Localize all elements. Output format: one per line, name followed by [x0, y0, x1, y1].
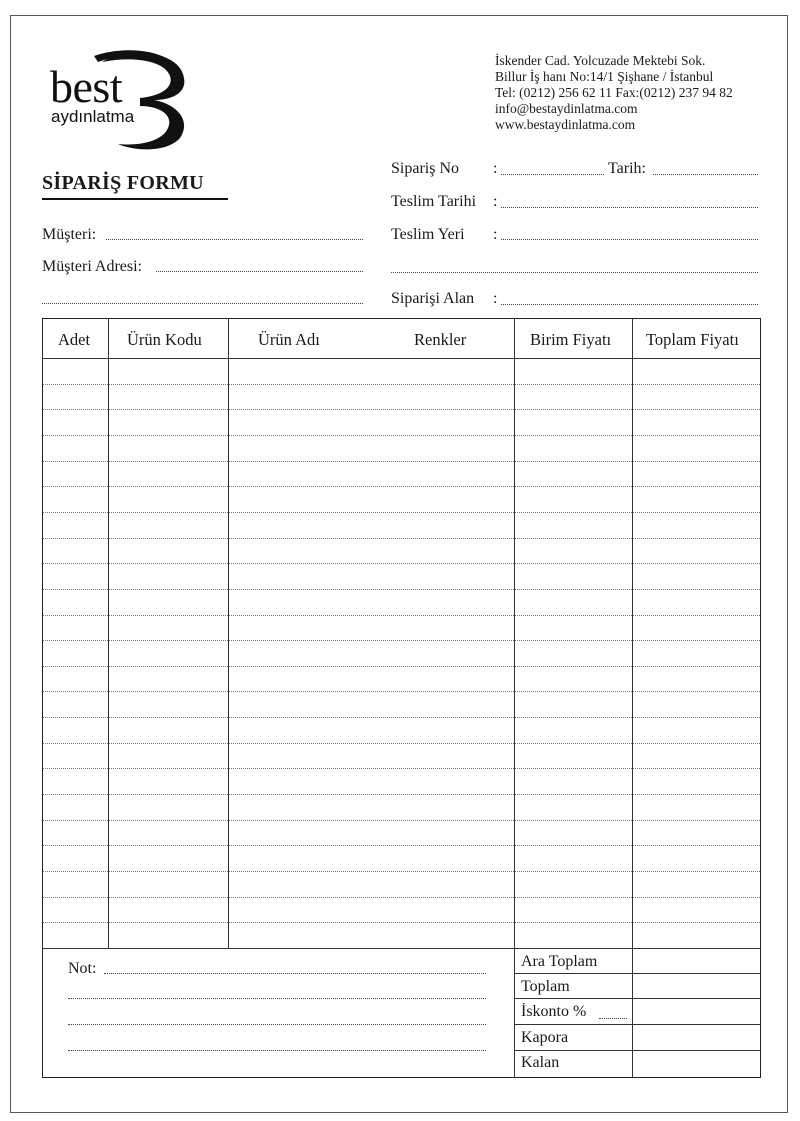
totals-label-toplam: Toplam [521, 978, 570, 995]
delivery-place-field-2[interactable] [391, 272, 758, 273]
col-divider-birim-fiyati [632, 318, 633, 1078]
note-field-2[interactable] [68, 998, 486, 999]
order-no-field[interactable] [501, 174, 604, 175]
table-row [43, 768, 760, 769]
discount-percent-field[interactable] [599, 1018, 627, 1019]
form-title: SİPARİŞ FORMU [42, 172, 204, 194]
table-row [43, 409, 760, 410]
table-footer-divider [42, 948, 761, 949]
totals-divider-1 [514, 973, 761, 974]
delivery-place-colon: : [493, 226, 498, 243]
table-row [43, 743, 760, 744]
note-field-3[interactable] [68, 1024, 486, 1025]
logo-tagline: aydınlatma [51, 107, 135, 126]
col-divider-urun-adi [514, 318, 515, 1078]
col-header-urun-kodu: Ürün Kodu [127, 330, 202, 349]
table-row [43, 794, 760, 795]
customer-address-label: Müşteri Adresi: [42, 258, 142, 275]
table-row [43, 717, 760, 718]
delivery-date-colon: : [493, 193, 498, 210]
note-field-1[interactable] [104, 973, 486, 974]
order-taker-field[interactable] [501, 304, 758, 305]
table-header-divider [42, 358, 761, 359]
table-row [43, 589, 760, 590]
company-address-line2: Billur İş hanı No:14/1 Şişhane / İstanbul [495, 69, 714, 84]
col-header-toplam-fiyati: Toplam Fiyatı [646, 330, 739, 349]
note-label: Not: [68, 960, 97, 977]
delivery-date-label: Teslim Tarihi [391, 193, 477, 210]
note-field-4[interactable] [68, 1050, 486, 1051]
logo-brand: best [50, 61, 123, 112]
date-field[interactable] [653, 174, 758, 175]
col-header-renkler: Renkler [414, 330, 467, 349]
order-no-label: Sipariş No [391, 160, 459, 177]
title-underline [42, 198, 228, 200]
company-email: info@bestaydinlatma.com [495, 101, 638, 116]
totals-divider-2 [514, 998, 761, 999]
table-row [43, 461, 760, 462]
table-row [43, 820, 760, 821]
totals-divider-3 [514, 1024, 761, 1025]
order-taker-label: Siparişi Alan [391, 290, 475, 307]
totals-label-ara-toplam: Ara Toplam [521, 953, 598, 970]
table-row [43, 384, 760, 385]
table-row [43, 486, 760, 487]
table-row [43, 615, 760, 616]
table-row [43, 845, 760, 846]
col-header-urun-adi: Ürün Adı [258, 330, 320, 349]
company-website: www.bestaydinlatma.com [495, 117, 636, 132]
col-divider-adet [108, 318, 109, 948]
table-row [43, 871, 760, 872]
customer-field[interactable] [106, 239, 363, 240]
totals-label-kalan: Kalan [521, 1054, 560, 1071]
table-row [43, 512, 760, 513]
company-phone-fax: Tel: (0212) 256 62 11 Fax:(0212) 237 94 82 [495, 85, 733, 100]
table-row [43, 666, 760, 667]
order-table [42, 318, 761, 1078]
company-address-line1: İskender Cad. Yolcuzade Mektebi Sok. [495, 53, 706, 68]
delivery-date-field[interactable] [501, 207, 758, 208]
totals-label-iskonto: İskonto % [521, 1003, 587, 1020]
delivery-place-label: Teslim Yeri [391, 226, 465, 243]
col-header-birim-fiyati: Birim Fiyatı [530, 330, 612, 349]
date-label: Tarih: [608, 160, 646, 177]
table-row [43, 435, 760, 436]
col-divider-urun-kodu [228, 318, 229, 948]
table-row [43, 563, 760, 564]
table-row [43, 691, 760, 692]
order-no-colon: : [493, 160, 498, 177]
totals-label-kapora: Kapora [521, 1029, 569, 1046]
table-row [43, 922, 760, 923]
table-row [43, 640, 760, 641]
totals-divider-4 [514, 1050, 761, 1051]
delivery-place-field[interactable] [501, 239, 758, 240]
col-header-adet: Adet [58, 330, 91, 349]
customer-address-field-2[interactable] [42, 303, 363, 304]
customer-address-field[interactable] [156, 271, 363, 272]
order-taker-colon: : [493, 290, 498, 307]
customer-label: Müşteri: [42, 226, 97, 243]
table-row [43, 538, 760, 539]
table-row [43, 897, 760, 898]
